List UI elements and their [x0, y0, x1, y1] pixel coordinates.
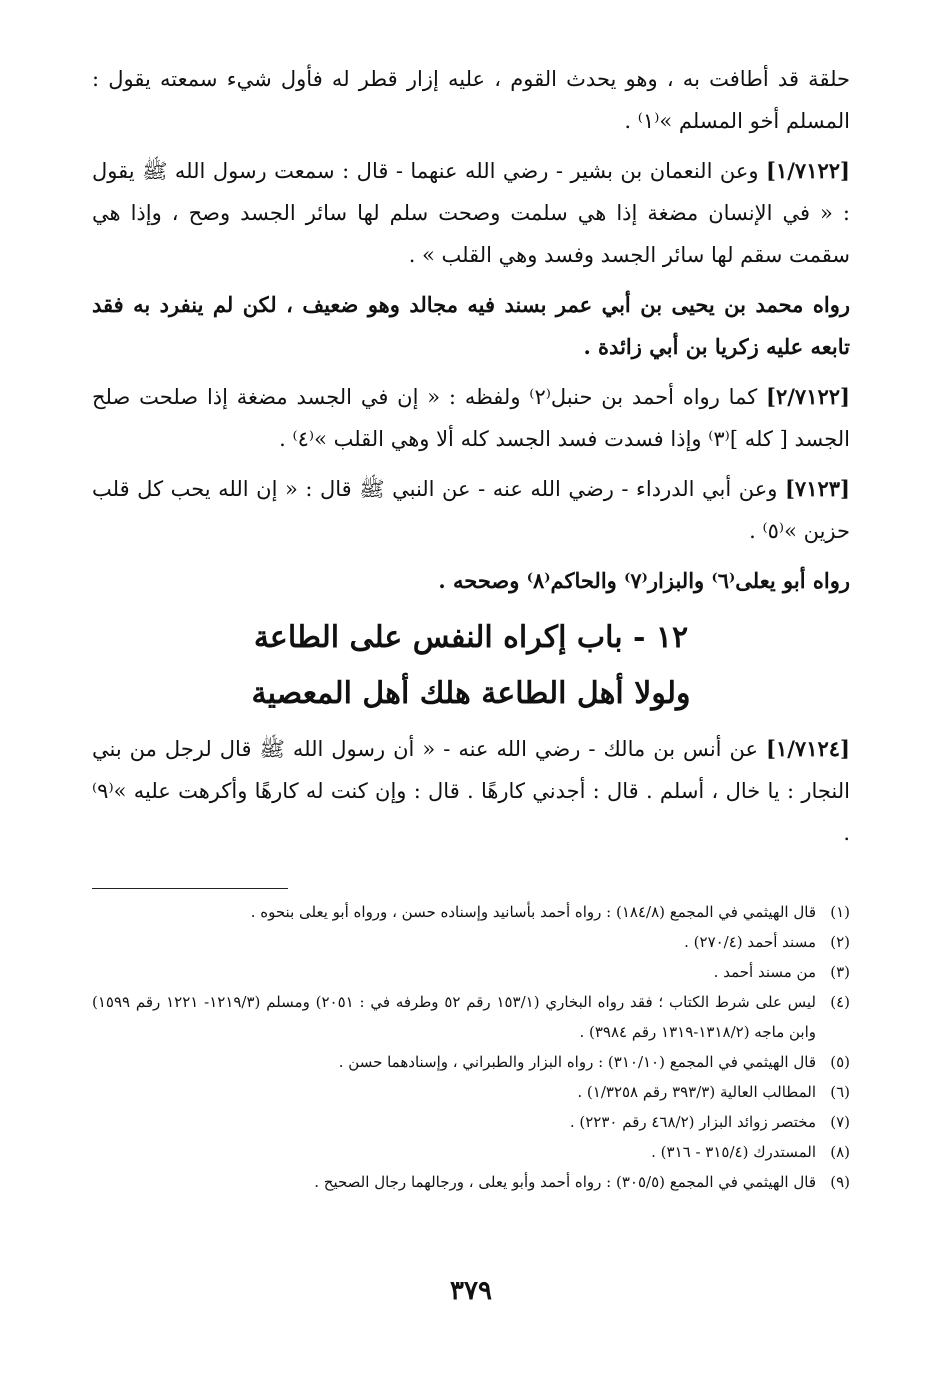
footnote	[92, 1047, 850, 1077]
hadith-reference-number: [١/٧١٢٢]	[766, 158, 850, 183]
text-line: أخو المسلم »⁽١⁾ .	[624, 109, 780, 133]
text-line: يقول : « في الإنسان مضغة إذا هي سلمت وصحت سلم لها سائر الجسد وصح ، وإذا هي	[92, 159, 850, 225]
footnote-number: (٣)	[830, 963, 850, 981]
footnote-number: (٩)	[830, 1173, 850, 1191]
footnote-text: قال الهيثمي في المجمع (١٨٤/٨) : رواه أحمد بأسانيد وإسناده حسن ، ورواه أبو يعلى بنحوه .	[250, 903, 816, 921]
footnote	[92, 927, 850, 957]
footnote-number: (٧)	[830, 1113, 850, 1131]
footnote-text: من مسند أحمد .	[713, 963, 816, 981]
hadith-reference-number: [٢/٧١٢٢]	[766, 384, 850, 409]
footnote-text: مختصر زوائد البزار (٤٦٨/٢ رقم ٢٢٣٠) .	[569, 1113, 816, 1131]
text-line: الجسد [ كله ]⁽٣⁾ وإذا فسدت فسد الجسد كله ألا وهي القلب »⁽٤⁾ .	[279, 427, 850, 451]
narration-sources	[92, 560, 850, 602]
text-line: وعن أبي الدرداء - رضي الله عنه - عن النبي ﷺ قال : « إن الله يحب كل	[137, 477, 778, 501]
hadith-reference-number: [٧١٢٣]	[784, 476, 850, 501]
footnote	[92, 1077, 850, 1107]
paragraph-continuation	[92, 58, 850, 142]
text-line: عن أنس بن مالك - رضي الله عنه - « أن رسول الله ﷺ قال لرجل من بني	[92, 737, 759, 761]
footnote	[92, 987, 850, 1047]
footnote	[92, 897, 850, 927]
chapter-subtitle: ولولا أهل الطاعة هلك أهل المعصية	[251, 676, 691, 711]
footnote-separator-wrapper	[92, 888, 850, 889]
text-line: كما رواه أحمد بن حنبل⁽٢⁾ ولفظه : « إن في الجسد مضغة إذا صلحت صلح	[92, 385, 758, 409]
page-number: ٣٧٩	[450, 1276, 492, 1306]
hadith-7122-2	[92, 376, 850, 460]
footnote-number: (١)	[830, 903, 850, 921]
footnote-separator	[92, 888, 288, 889]
footnote-text: المطالب العالية (٣٩٣/٣ رقم ١/٣٢٥٨) .	[577, 1083, 816, 1101]
text-line: رواه أبو يعلى⁽٦⁾ والبزار⁽٧⁾ والحاكم⁽٨⁾ وصححه .	[438, 568, 850, 593]
text-line: عليه »⁽٩⁾ .	[92, 779, 850, 845]
footnote-text: المستدرك (٣١٥/٤ - ٣١٦) .	[651, 1143, 816, 1161]
footnote-number: (٤)	[830, 993, 850, 1011]
footnote-number: (٨)	[830, 1143, 850, 1161]
text-line: وعن النعمان بن بشير - رضي الله عنهما - قال : سمعت رسول الله ﷺ	[142, 159, 759, 183]
footnote	[92, 1167, 850, 1197]
footnotes-list	[92, 897, 850, 1197]
text-line: تابعه عليه زكريا بن أبي زائدة .	[583, 334, 850, 359]
footnote	[92, 1137, 850, 1167]
footnote	[92, 1107, 850, 1137]
footnote-number: (٥)	[830, 1053, 850, 1071]
text-line: سقمت سقم لها سائر الجسد وفسد وهي القلب » .	[408, 243, 850, 267]
footnote	[92, 957, 850, 987]
footnote-text: قال الهيثمي في المجمع (٣٠٥/٥) : رواه أحمد وأبو يعلى ، ورجالهما رجال الصحيح .	[314, 1173, 816, 1191]
footnote-text: مسند أحمد (٢٧٠/٤) .	[684, 933, 816, 951]
text-line: النجار : يا خال ، أسلم . قال : أجدني كارهًا . قال : وإن كنت له كارهًا وأكرهت	[178, 779, 850, 803]
footnote-text: ليس على شرط الكتاب ؛ فقد رواه البخاري (١٥٣/١ رقم ٥٢ وطرفه في : ٢٠٥١) ومسلم (١٢١٩/٣- ١٢٢١ رقم ١٥٩٩) وابن ماجه (١٣١٨/٢-١٣١٩ رقم ٣٩٨٤) .	[92, 993, 816, 1041]
text-line: حلقة قد أطافت به ، وهو يحدث القوم ، عليه إزار قطر له فأول شيء سمعته يقول : المسلم	[92, 67, 850, 133]
hadith-7123	[92, 468, 850, 552]
hadith-7124-1	[92, 728, 850, 854]
footnote-number: (٦)	[830, 1083, 850, 1101]
hadith-reference-number: [١/٧١٢٤]	[766, 736, 850, 761]
hadith-7122-1	[92, 150, 850, 276]
text-line: قلب حزين »⁽٥⁾ .	[92, 477, 850, 543]
narration-commentary	[92, 284, 850, 368]
text-line: رواه محمد بن يحيى بن أبي عمر بسند فيه مجالد وهو ضعيف ، لكن لم ينفرد به فقد	[92, 292, 850, 317]
chapter-title: ١٢ - باب إكراه النفس على الطاعة	[253, 620, 689, 655]
footnote-text: قال الهيثمي في المجمع (٣١٠/١٠) : رواه البزار والطبراني ، وإسنادهما حسن .	[338, 1053, 816, 1071]
footnote-number: (٢)	[830, 933, 850, 951]
